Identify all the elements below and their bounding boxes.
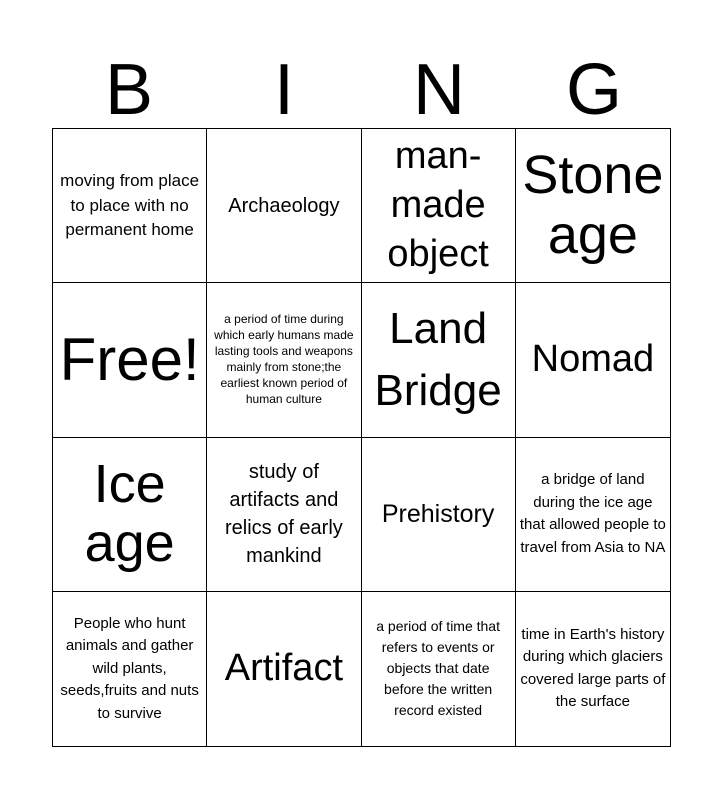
- bingo-card: [52, 128, 671, 747]
- bingo-cell[interactable]: man-made object: [362, 129, 516, 283]
- bingo-cell[interactable]: Stone age: [516, 129, 670, 283]
- header-letter-i: I: [273, 50, 294, 130]
- bingo-header: [52, 52, 671, 128]
- free-space-cell[interactable]: Free!: [53, 283, 207, 437]
- bingo-cell[interactable]: People who hunt animals and gather wild plants, seeds,fruits and nuts to survive: [53, 592, 207, 746]
- bingo-cell[interactable]: moving from place to place with no permanent home: [53, 129, 207, 283]
- bingo-cell[interactable]: Ice age: [53, 438, 207, 592]
- bingo-cell[interactable]: Artifact: [207, 592, 361, 746]
- bingo-cell[interactable]: a bridge of land during the ice age that allowed people to travel from Asia to NA: [516, 438, 670, 592]
- bingo-cell[interactable]: Nomad: [516, 283, 670, 437]
- header-letter-b: B: [104, 50, 154, 130]
- bingo-cell[interactable]: Prehistory: [362, 438, 516, 592]
- bingo-cell[interactable]: Archaeology: [207, 129, 361, 283]
- bingo-cell[interactable]: a period of time during which early humans made lasting tools and weapons mainly from stone;the earliest known period of human culture: [207, 283, 361, 437]
- bingo-cell[interactable]: study of artifacts and relics of early mankind: [207, 438, 361, 592]
- bingo-cell[interactable]: time in Earth's history during which glaciers covered large parts of the surface: [520, 625, 666, 711]
- header-letter-n: N: [413, 50, 465, 130]
- bingo-cell[interactable]: Land Bridge: [362, 283, 516, 437]
- header-letter-g: G: [565, 50, 622, 130]
- bingo-cell[interactable]: a period of time that refers to events or objects that date before the written record existed: [362, 592, 516, 746]
